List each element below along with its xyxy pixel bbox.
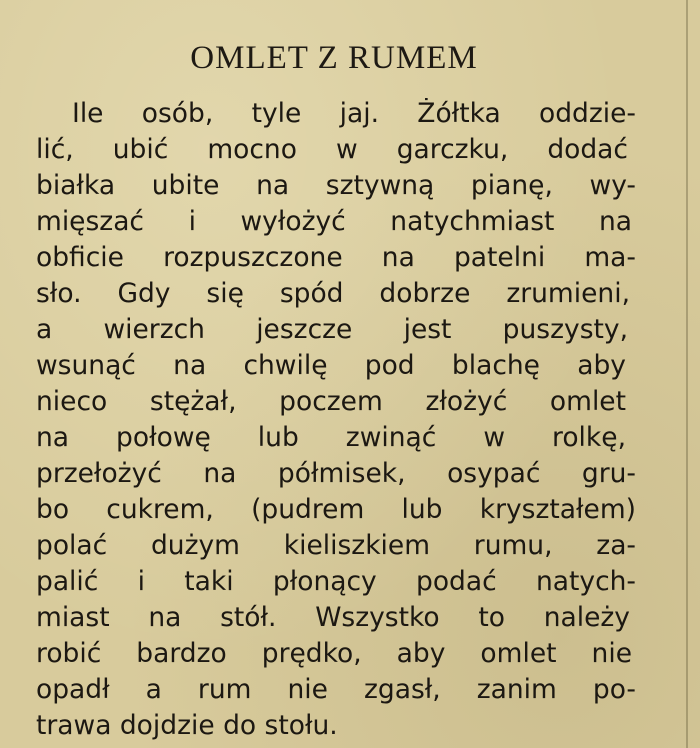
text-line: na połowę lub zwinąć w rolkę, <box>36 422 626 453</box>
text-line: wsunąć na chwilę pod blachę aby <box>36 350 626 381</box>
text-line: a wierzch jeszcze jest puszysty, <box>36 314 628 345</box>
text-line: białka ubite na sztywną pianę, wy- <box>36 170 636 201</box>
text-line: przełożyć na półmisek, osypać gru- <box>36 458 636 489</box>
recipe-title: OMLET Z RUMEM <box>190 40 478 76</box>
text-line: bo cukrem, (pudrem lub kryształem) <box>36 494 636 525</box>
text-line: palić i taki płonący podać natych- <box>36 566 636 597</box>
page-edge-divider <box>686 0 688 748</box>
text-line: trawa dojdzie do stołu. <box>36 710 338 741</box>
text-line: mięszać i wyłożyć natychmiast na <box>36 206 632 237</box>
text-line: polać dużym kieliszkiem rumu, za- <box>36 530 636 561</box>
text-line: robić bardzo prędko, aby omlet nie <box>36 638 632 669</box>
text-line: sło. Gdy się spód dobrze zrumieni, <box>36 278 630 309</box>
text-line: miast na stół. Wszystko to należy <box>36 602 630 633</box>
text-line: lić, ubić mocno w garczku, dodać <box>36 134 628 165</box>
text-line: nieco stężał, poczem złożyć omlet <box>36 386 626 417</box>
text-line: obficie rozpuszczone na patelni ma- <box>36 242 636 273</box>
text-line: Ile osób, tyle jaj. Żółtka oddzie- <box>72 98 636 129</box>
text-line: opadł a rum nie zgasł, zanim po- <box>36 674 636 705</box>
